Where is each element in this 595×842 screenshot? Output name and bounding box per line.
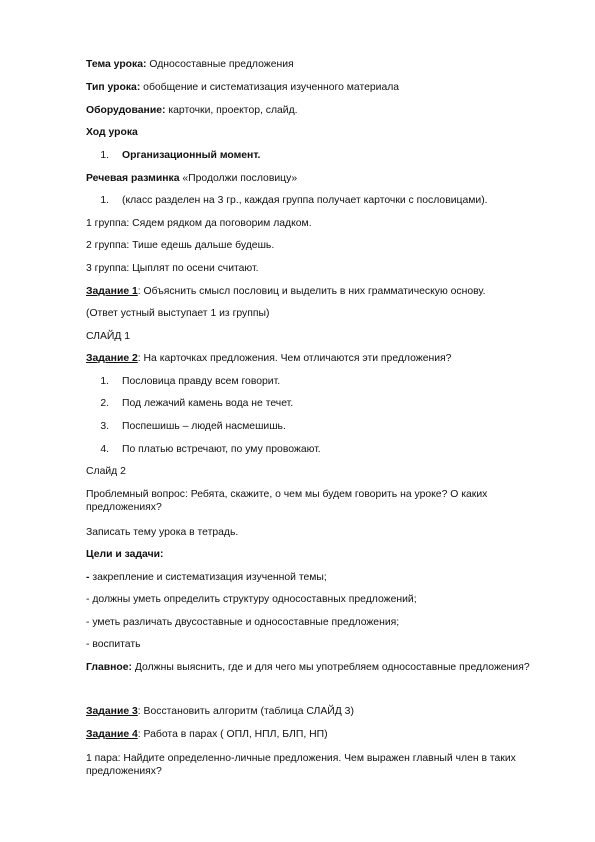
goal-item: - должны уметь определить структуру односоставных предложений; (86, 594, 417, 605)
task3-label: Задание 3 (86, 706, 138, 717)
warmup (86, 172, 297, 185)
type-value: обобщение и систематизация изученного материала (140, 82, 400, 93)
task4-label: Задание 4 (86, 729, 138, 740)
warmup-value: «Продолжи пословицу» (179, 173, 298, 184)
equipment (86, 104, 298, 117)
task1-text: : Объяснить смысл пословиц и выделить в них грамматическую основу. (137, 286, 486, 297)
task2-label: Задание 2 (86, 353, 138, 364)
topic-label: Тема урока: (86, 59, 147, 70)
group-line: 2 группа: Тише едешь дальше будешь. (86, 240, 275, 251)
pair-1-task: 1 пара: Найдите определенно-личные предложения. Чем выражен главный член в таких предложениях? (86, 753, 516, 777)
group-line: 1 группа: Сядем рядком да поговорим ладком. (86, 218, 312, 229)
goal-text: закрепление и систематизация изученной темы; (89, 572, 327, 583)
task1 (86, 285, 485, 298)
goal-item (86, 571, 327, 584)
goal-dash: - (86, 572, 90, 583)
main-label: Главное: (86, 662, 133, 673)
main-goal (86, 661, 530, 674)
goal-item: - уметь различать двусоставные и односоставные предложения; (86, 617, 400, 628)
warmup-label: Речевая разминка (86, 173, 180, 184)
slide-1-label: СЛАЙД 1 (86, 331, 131, 342)
warmup-item-number: 1. (100, 195, 109, 206)
warmup-item-text: (класс разделен на 3 гр., каждая группа получает карточки с пословицами). (122, 195, 488, 206)
list-item: Под лежачий камень вода не течет. (122, 398, 294, 409)
problem-question: Проблемный вопрос: Ребята, скажите, о чем мы будем говорить на уроке? О каких предложениях? (86, 489, 488, 513)
lesson-topic (86, 58, 294, 71)
org-moment-number: 1. (100, 150, 109, 161)
equipment-value: карточки, проектор, слайд. (165, 105, 298, 116)
task2 (86, 352, 451, 365)
task3-text: : Восстановить алгоритм (таблица СЛАЙД 3) (137, 706, 354, 717)
task4 (86, 728, 328, 741)
task1-label: Задание 1 (86, 286, 138, 297)
task2-text: : На карточках предложения. Чем отличаются эти предложения? (137, 353, 452, 364)
group-line: 3 группа: Цыплят по осени считают. (86, 263, 259, 274)
write-topic: Записать тему урока в тетрадь. (86, 527, 239, 538)
list-item: По платью встречают, по уму провожают. (122, 444, 321, 455)
type-label: Тип урока: (86, 82, 141, 93)
list-item: Пословица правду всем говорит. (122, 376, 281, 387)
goals-title: Цели и задачи: (86, 549, 164, 560)
equipment-label: Оборудование: (86, 105, 166, 116)
list-item-number: 3. (100, 421, 109, 432)
task4-text: : Работа в парах ( ОПЛ, НПЛ, БЛП, НП) (137, 729, 328, 740)
course-heading: Ход урока (86, 127, 138, 138)
org-moment-text: Организационный момент. (122, 150, 261, 161)
list-item: Поспешишь – людей насмешишь. (122, 421, 286, 432)
list-item-number: 4. (100, 444, 109, 455)
task1-answer: (Ответ устный выступает 1 из группы) (86, 308, 270, 319)
slide-2-label: Слайд 2 (86, 466, 126, 477)
list-item-number: 2. (100, 398, 109, 409)
goal-item: - воспитать (86, 639, 141, 650)
main-text: Должны выяснить, где и для чего мы употребляем односоставные предложения? (132, 662, 530, 673)
topic-value: Односоставные предложения (146, 59, 294, 70)
lesson-type (86, 81, 399, 94)
list-item-number: 1. (100, 376, 109, 387)
task3 (86, 705, 354, 718)
